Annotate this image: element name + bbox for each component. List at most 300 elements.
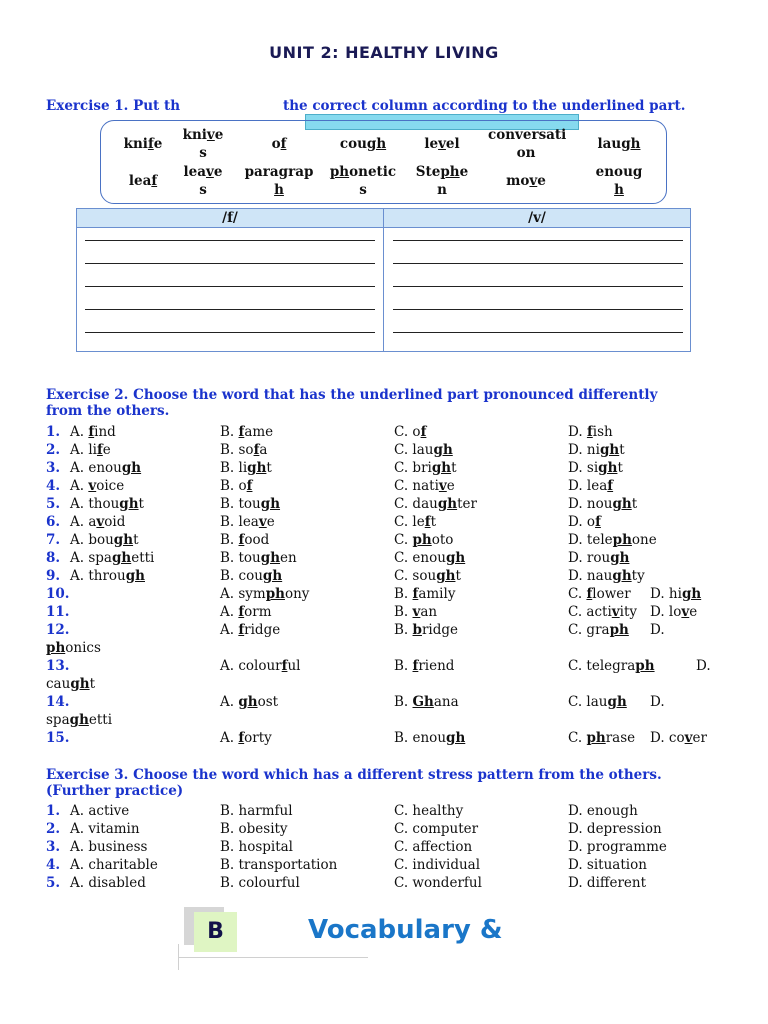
text-plain: t <box>133 532 139 548</box>
question-number: 3. <box>46 839 61 855</box>
text-plain: B. <box>394 586 413 602</box>
exercise1-heading-rest <box>283 98 685 114</box>
question-row <box>0 423 768 441</box>
word-item <box>581 163 657 199</box>
option-a <box>220 621 280 639</box>
option-a <box>220 585 309 603</box>
text-plain: C. sou <box>394 568 437 584</box>
option-a <box>70 495 144 513</box>
answer-line-v <box>393 331 683 333</box>
word-line <box>241 135 317 153</box>
underlined-part: v <box>438 136 446 152</box>
text-plain: spa <box>46 712 70 728</box>
text-plain: C. le <box>394 514 425 530</box>
underlined-part: f <box>420 424 427 440</box>
question-row <box>0 874 768 892</box>
text-plain: e <box>153 136 163 152</box>
text-plain: D. lo <box>650 604 682 620</box>
option-c <box>394 549 465 567</box>
text-plain: cau <box>46 676 71 692</box>
text-plain: a <box>259 442 268 458</box>
word-item <box>241 163 317 199</box>
column-header-v: /v/ <box>384 209 690 228</box>
underlined-part: gh <box>70 676 90 692</box>
question-row <box>0 657 768 675</box>
text-plain: B. li <box>220 460 248 476</box>
text-plain: ty <box>631 568 645 584</box>
text-plain: B. <box>394 694 413 710</box>
column-header-f: /f/ <box>77 209 383 228</box>
text-plain: t <box>617 460 623 476</box>
text-plain: t <box>455 568 461 584</box>
option-c <box>568 585 631 603</box>
option-c <box>394 495 477 513</box>
text-plain: e <box>689 604 698 620</box>
option-d <box>568 513 601 531</box>
underlined-part: f <box>586 424 593 440</box>
option-b <box>220 495 280 513</box>
question-number: 2. <box>46 821 61 837</box>
option-d-letter: D. <box>650 622 665 638</box>
text-plain: ridge <box>244 622 281 638</box>
option-d <box>568 567 645 585</box>
text-plain: C. bri <box>394 460 432 476</box>
underlined-part: gh <box>599 442 620 458</box>
underlined-part: gh <box>125 568 145 584</box>
text-plain: Ste <box>415 164 441 180</box>
text-plain: ana <box>433 694 459 710</box>
word-item <box>488 172 564 190</box>
text-plain: an <box>420 604 438 620</box>
underlined-part: ph <box>612 532 632 548</box>
text-plain: C. dau <box>394 496 438 512</box>
underlined-part: gh <box>260 496 281 512</box>
section-title: Vocabulary & <box>308 915 503 945</box>
text-plain: ood <box>244 532 270 548</box>
text-plain: A. <box>220 694 239 710</box>
underlined-part: f <box>424 514 431 530</box>
question-number: 11. <box>46 604 70 620</box>
option-a: A. active <box>70 803 130 819</box>
text-plain: D. lea <box>568 478 608 494</box>
question-row <box>0 477 768 495</box>
text-plain: lower <box>592 586 631 602</box>
text-plain: B. so <box>220 442 254 458</box>
word-line <box>581 181 657 199</box>
question-number: 1. <box>46 803 61 819</box>
word-line <box>488 126 567 144</box>
underlined-part: gh <box>247 460 267 476</box>
underlined-part: v <box>96 514 105 530</box>
underlined-part: ph <box>412 532 432 548</box>
text-plain: C. <box>568 730 587 746</box>
underlined-part: gh <box>612 496 632 512</box>
option-d <box>568 459 623 477</box>
option-a: A. business <box>70 839 148 855</box>
underlined-part: gh <box>598 460 618 476</box>
option-a <box>70 531 139 549</box>
text-plain: er <box>692 730 707 746</box>
option-b <box>220 477 252 495</box>
underlined-part: f <box>280 136 287 152</box>
word-item <box>241 135 317 153</box>
option-a <box>70 459 141 477</box>
answer-table <box>76 208 691 352</box>
text-plain: D. o <box>568 514 596 530</box>
text-plain: C. <box>568 586 587 602</box>
option-d: D. depression <box>568 821 662 837</box>
underlined-part: v <box>611 604 620 620</box>
option-d-letter: D. <box>650 694 665 710</box>
question-row <box>0 567 768 585</box>
answer-line-f <box>85 262 375 264</box>
text-plain: etti <box>88 712 113 728</box>
page-title: UNIT 2: HEALTHY LIVING <box>269 43 499 62</box>
text-plain: orty <box>244 730 272 746</box>
text-plain: A. sym <box>220 586 266 602</box>
text-plain: C. enou <box>394 550 446 566</box>
text-plain: t <box>89 676 96 692</box>
underlined-part: gh <box>431 460 452 476</box>
option-c: C. healthy <box>394 803 464 819</box>
option-a <box>220 603 272 621</box>
text-plain: B. lea <box>220 514 259 530</box>
text-plain: B. tou <box>220 496 261 512</box>
option-c <box>394 459 457 477</box>
text-plain: C. lau <box>568 694 608 710</box>
underlined-part: Gh <box>412 694 434 710</box>
text-plain: C. lau <box>394 442 434 458</box>
word-item <box>165 163 241 199</box>
word-line <box>165 163 241 181</box>
underlined-part: gh <box>437 496 458 512</box>
text-plain: e <box>537 173 546 189</box>
option-a <box>70 423 116 441</box>
option-c <box>394 513 436 531</box>
question-row <box>0 802 768 820</box>
text-plain: A. a <box>70 514 97 530</box>
option-b: B. obesity <box>220 821 288 837</box>
text-plain: B. <box>394 658 413 674</box>
underlined-part: ph <box>440 164 460 180</box>
option-a <box>70 477 124 495</box>
underlined-part: gh <box>113 532 134 548</box>
option-a <box>220 693 278 711</box>
word-line <box>325 135 401 153</box>
text-plain: C. gra <box>568 622 610 638</box>
underlined-part: f <box>238 532 245 548</box>
text-plain: oice <box>96 478 125 494</box>
option-a <box>70 549 154 567</box>
text-plain: orm <box>244 604 272 620</box>
text-plain: e <box>459 164 469 180</box>
option-c <box>568 729 635 747</box>
question-number: 7. <box>46 532 61 548</box>
option-c: C. wonderful <box>394 875 482 891</box>
text-plain: riend <box>418 658 455 674</box>
option-d <box>568 531 657 549</box>
underlined-part: gh <box>69 712 89 728</box>
text-plain: B. <box>394 622 413 638</box>
option-d: D. programme <box>568 839 667 855</box>
option-d: D. different <box>568 875 647 891</box>
option-b: B. hospital <box>220 839 294 855</box>
option-b <box>394 729 465 747</box>
text-plain: D. rou <box>568 550 611 566</box>
option-a <box>220 657 300 675</box>
underlined-part: gh <box>612 568 632 584</box>
underlined-part: v <box>684 730 693 746</box>
option-c <box>394 531 453 549</box>
exercise3-heading-line2: (Further practice) <box>46 783 184 799</box>
word-item <box>581 135 657 153</box>
underlined-part: gh <box>436 568 456 584</box>
word-line <box>241 163 317 181</box>
option-d <box>650 585 701 603</box>
option-d <box>650 729 707 747</box>
text-plain: ame <box>244 424 274 440</box>
word-line <box>581 163 657 181</box>
text-plain: o <box>271 136 281 152</box>
text-plain: D. ni <box>568 442 600 458</box>
text-plain: amily <box>418 586 456 602</box>
underlined-part: v <box>529 173 538 189</box>
question-row <box>0 856 768 874</box>
underlined-part: f <box>96 442 103 458</box>
word-item <box>325 135 401 153</box>
text-plain: e <box>446 478 455 494</box>
underlined-part: gh <box>681 586 702 602</box>
underlined-part: v <box>412 604 421 620</box>
underlined-part: b <box>412 622 422 638</box>
word-box <box>100 120 667 204</box>
option-c <box>394 477 455 495</box>
exercise1-heading <box>46 98 180 114</box>
option-d <box>568 495 637 513</box>
text-plain: e <box>213 164 223 180</box>
word-line <box>581 135 657 153</box>
text-plain: le <box>424 136 439 152</box>
underlined-part: f <box>238 424 245 440</box>
text-plain: A. li <box>70 442 97 458</box>
word-item <box>404 163 480 199</box>
question-row <box>0 711 768 729</box>
text-plain: t <box>619 442 625 458</box>
text-plain: en <box>280 550 297 566</box>
text-plain: A. throu <box>70 568 126 584</box>
option-c <box>568 657 655 675</box>
option-b <box>220 567 282 585</box>
question-row <box>0 693 768 711</box>
question-row <box>0 513 768 531</box>
underlined-part: ph <box>609 622 629 638</box>
underlined-part: h <box>274 182 284 198</box>
text-plain: B. enou <box>394 730 447 746</box>
option-b <box>394 657 454 675</box>
underlined-part: h <box>614 182 624 198</box>
word-line <box>404 163 480 181</box>
text-plain: A. spa <box>70 550 112 566</box>
word-line: n <box>437 182 447 198</box>
question-row <box>0 495 768 513</box>
underlined-part: f <box>246 478 253 494</box>
text-plain: ity <box>619 604 638 620</box>
option-a <box>220 729 272 747</box>
text-plain: etti <box>131 550 155 566</box>
exercise3-heading-line1: Exercise 3. Choose the word which has a different stress pattern from the others. <box>46 767 662 783</box>
question-row <box>0 603 768 621</box>
text-plain: ridge <box>421 622 459 638</box>
option-b: B. harmful <box>220 803 293 819</box>
exercise2-heading-line1: Exercise 2. Choose the word that has the underlined part pronounced differently <box>46 387 658 403</box>
word-line <box>325 163 401 181</box>
text-plain: conversati <box>488 127 567 143</box>
answer-line-v <box>393 262 683 264</box>
question-row <box>0 441 768 459</box>
text-plain: el <box>445 136 460 152</box>
text-plain: ost <box>257 694 279 710</box>
text-plain: C. <box>394 532 413 548</box>
underlined-part: gh <box>433 442 453 458</box>
option-d <box>568 477 613 495</box>
option-c: C. individual <box>394 857 481 873</box>
question-row <box>0 585 768 603</box>
text-plain: D. nau <box>568 568 613 584</box>
underlined-part: ph <box>265 586 285 602</box>
underlined-part: f <box>151 173 158 189</box>
question-row <box>0 531 768 549</box>
underlined-part: gh <box>238 694 258 710</box>
underlined-part: v <box>438 478 447 494</box>
text-plain: C. acti <box>568 604 612 620</box>
answer-line-f <box>85 285 375 287</box>
question-row <box>0 729 768 747</box>
answer-line-v <box>393 239 683 241</box>
text-plain: A. colour <box>220 658 282 674</box>
underlined-part: gh <box>445 550 466 566</box>
column-divider <box>383 209 384 351</box>
option-d: D. situation <box>568 857 647 873</box>
text-plain: B. <box>394 604 413 620</box>
text-plain: lau <box>597 136 622 152</box>
text-plain: t <box>430 514 436 530</box>
underlined-part: gh <box>366 136 387 152</box>
word-line <box>488 172 564 190</box>
question-number: 14. <box>46 694 70 710</box>
underlined-part: f <box>238 622 245 638</box>
underlined-part: f <box>253 442 260 458</box>
option-b <box>394 603 437 621</box>
option-c <box>568 603 637 621</box>
text-plain: A. <box>70 424 89 440</box>
underlined-part: gh <box>121 460 142 476</box>
question-number: 9. <box>46 568 61 584</box>
text-plain: enoug <box>595 164 643 180</box>
text-plain: kni <box>182 127 207 143</box>
text-plain: D. tele <box>568 532 613 548</box>
option-a: A. vitamin <box>70 821 140 837</box>
underlined-part: f <box>412 586 419 602</box>
underlined-part: v <box>681 604 690 620</box>
text-plain: e <box>266 514 275 530</box>
text-plain: B. o <box>220 478 247 494</box>
exercise1-heading-part2: the correct column according to the underlined part. <box>283 98 686 114</box>
option-b <box>220 549 297 567</box>
underlined-part: f <box>595 514 601 530</box>
underlined-part: f <box>88 424 95 440</box>
question-number: 3. <box>46 460 61 476</box>
text-plain: D. <box>568 424 587 440</box>
option-d <box>568 549 629 567</box>
word-line: s <box>199 145 207 161</box>
text-plain: cou <box>339 136 367 152</box>
option-c: C. affection <box>394 839 473 855</box>
text-plain: D. hi <box>650 586 682 602</box>
text-plain: C. o <box>394 424 421 440</box>
underlined-part: gh <box>610 550 630 566</box>
underlined-part: gh <box>446 730 466 746</box>
option-d: D. enough <box>568 803 638 819</box>
option-d-letter: D. <box>696 658 711 674</box>
text-plain: ul <box>287 658 301 674</box>
option-b <box>220 513 275 531</box>
text-plain: one <box>631 532 657 548</box>
question-row <box>0 549 768 567</box>
underlined-part: v <box>258 514 267 530</box>
underlined-part: gh <box>607 694 627 710</box>
answer-line-v <box>393 285 683 287</box>
word-line <box>241 181 317 199</box>
option-b: B. colourful <box>220 875 300 891</box>
underlined-part: gh <box>119 496 139 512</box>
word-line: on <box>516 145 536 161</box>
text-plain: A. <box>220 622 239 638</box>
option-b <box>394 585 455 603</box>
text-plain: B. tou <box>220 550 261 566</box>
text-plain: lea <box>128 173 152 189</box>
answer-line-f <box>85 331 375 333</box>
text-plain: D. si <box>568 460 599 476</box>
option-d <box>568 423 613 441</box>
question-number: 15. <box>46 730 70 746</box>
section-badge: B <box>194 912 237 952</box>
question-number: 13. <box>46 658 70 674</box>
underlined-part: f <box>281 658 288 674</box>
question-number: 12. <box>46 622 70 638</box>
option-a <box>70 567 145 585</box>
text-plain: ind <box>94 424 116 440</box>
underlined-part: ph <box>586 730 606 746</box>
answer-line-v <box>393 308 683 310</box>
question-number: 4. <box>46 478 61 494</box>
word-line: s <box>199 182 207 198</box>
section-rule-vertical <box>178 944 179 970</box>
word-line <box>165 126 241 144</box>
option-d <box>568 441 625 459</box>
word-line <box>404 135 480 153</box>
text-plain: onics <box>65 640 101 656</box>
section-rule <box>178 957 368 958</box>
text-plain: D. nou <box>568 496 613 512</box>
text-plain: A. thou <box>70 496 120 512</box>
underlined-part: f <box>412 658 419 674</box>
text-plain: B. <box>220 532 239 548</box>
question-number: 5. <box>46 496 61 512</box>
question-row <box>0 838 768 856</box>
question-row <box>0 675 768 693</box>
underlined-part: v <box>206 127 215 143</box>
word-item <box>325 163 401 199</box>
